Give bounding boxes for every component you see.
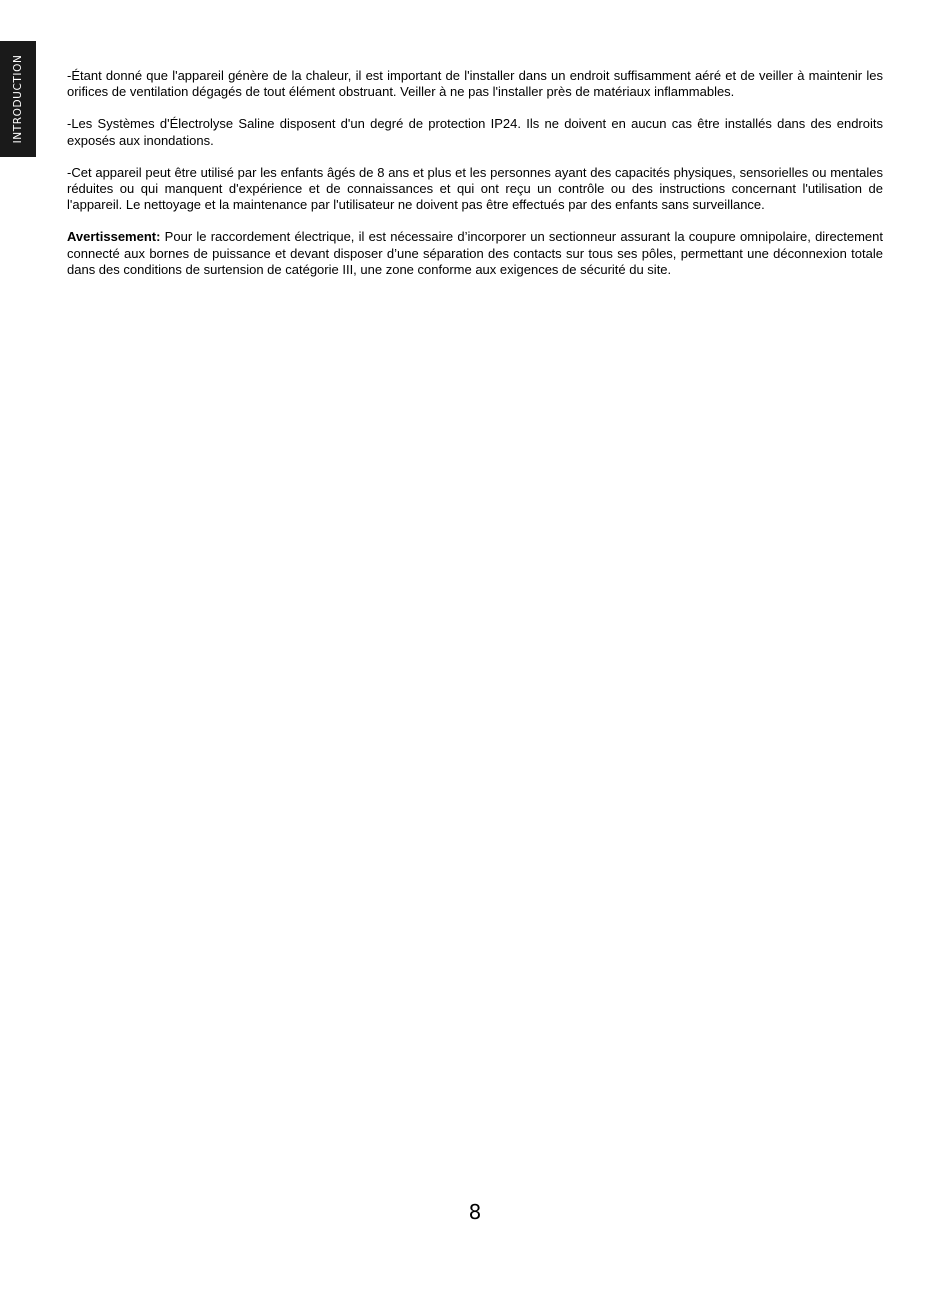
- paragraph-protection-ip24: -Les Systèmes d'Électrolyse Saline disposent d'un degré de protection IP24. Ils ne doivent en aucun cas être installés dans des endroits exposés aux inondations.: [67, 116, 883, 148]
- paragraph-children-usage: -Cet appareil peut être utilisé par les enfants âgés de 8 ans et plus et les personnes ayant des capacités physiques, sensorielles ou mentales réduites ou qui manquent d'expérience et de connaissances et qui ont reçu un contrôle ou des instructions concernant l'utilisation de l'appareil. Le nettoyage et la maintenance par l'utilisateur ne doivent pas être effectués par des enfants sans surveillance.: [67, 164, 883, 213]
- warning-label: Avertissement:: [67, 229, 161, 245]
- section-tab: [0, 41, 36, 157]
- paragraph-ventilation: -Étant donné que l'appareil génère de la chaleur, il est important de l'installer dans un endroit suffisamment aéré et de veiller à maintenir les orifices de ventilation dégagés de tout élément obstruant. Veiller à ne pas l'installer près de matériaux inflammables.: [67, 68, 883, 100]
- document-body: [67, 68, 883, 278]
- paragraph-warning: [67, 229, 883, 278]
- section-tab-label: INTRODUCTION: [12, 54, 24, 144]
- page-number: 8: [468, 1200, 482, 1224]
- warning-text: Pour le raccordement électrique, il est nécessaire d’incorporer un sectionneur assurant la coupure omnipolaire, directement connecté aux bornes de puissance et devant disposer d’une séparation des contacts sur tous ses pôles, permettant une déconnexion totale dans des conditions de surtension de catégorie III, une zone conforme aux exigences de sécurité du site.: [67, 229, 883, 277]
